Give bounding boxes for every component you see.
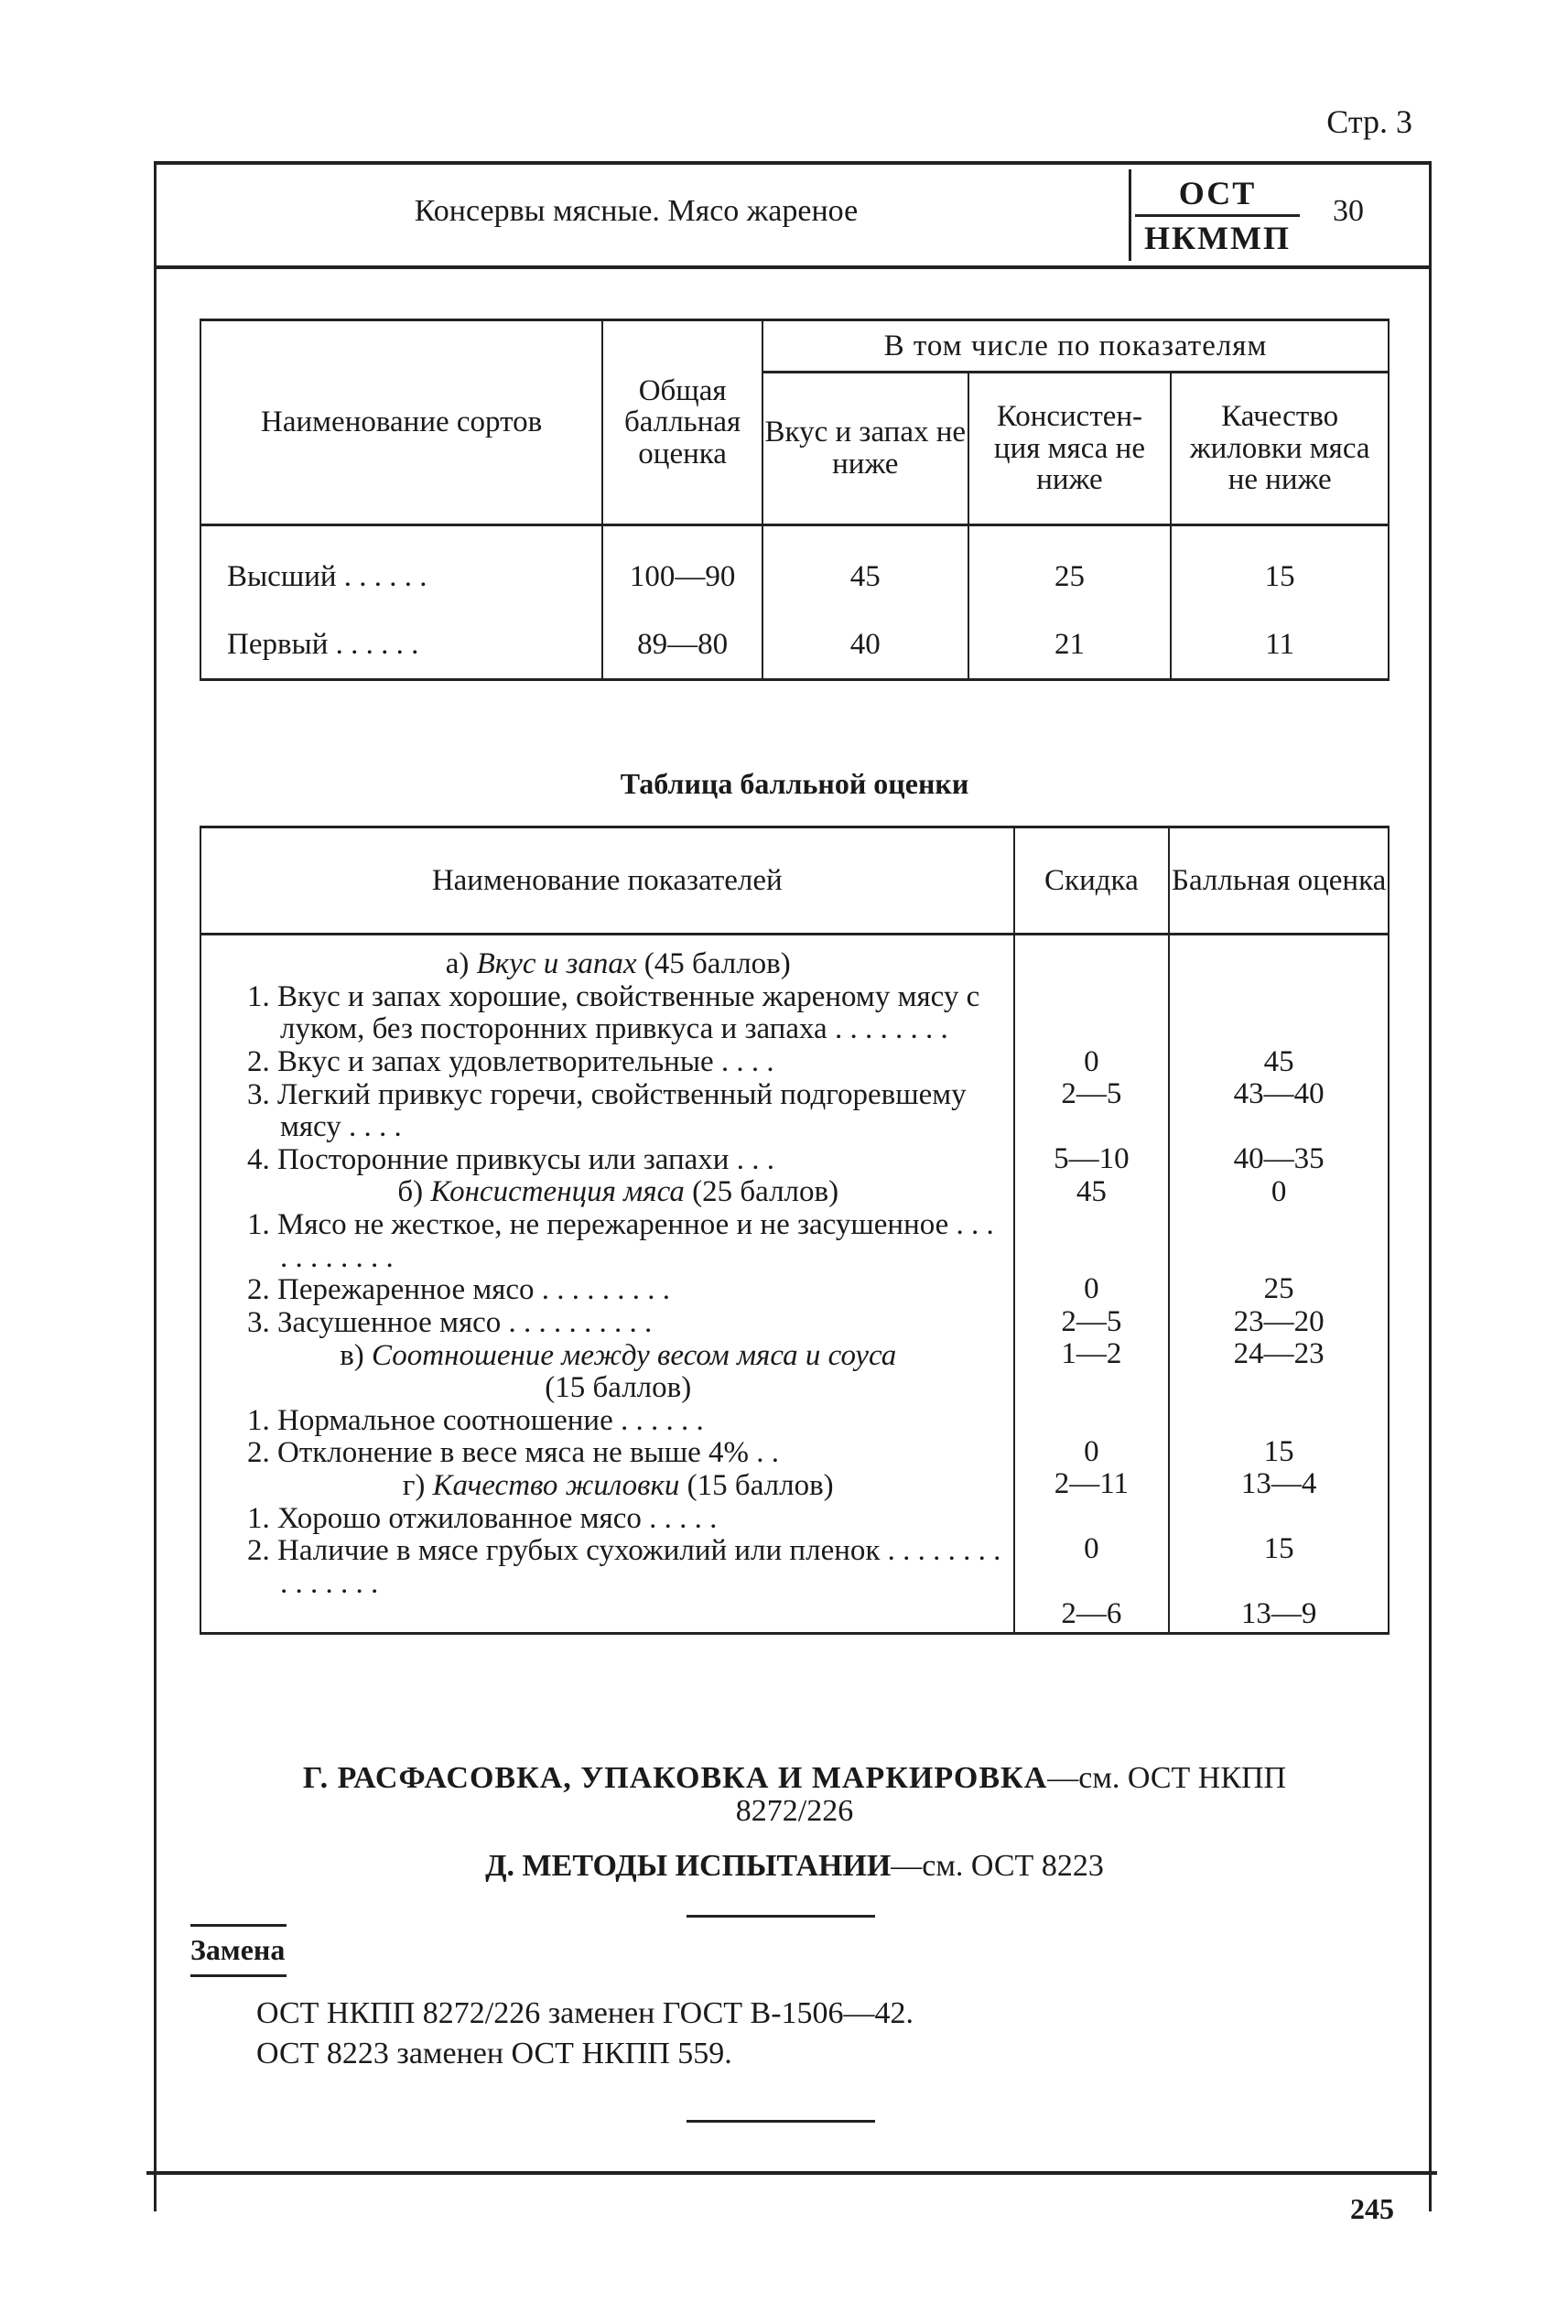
indicator-item: 4. Посторонние привкусы или запахи . . . [247,1142,774,1176]
header-divider [1129,169,1131,261]
score-column [1169,935,1389,1634]
scoring-table [200,826,1390,1635]
col-group-indicators: В том числе по показателям [762,320,1389,373]
trimming-score: 11 [1171,611,1389,680]
table2-title: Таблица балльной оценки [620,767,969,800]
table-row [200,543,1389,611]
indicator-item: 1. Вкус и запах хорошие, свойственные жареному мясу с луком, без посторонних привкуса и запаха . . . . . . . . [247,979,980,1046]
consistency-score: 21 [968,611,1172,680]
indicator-item: 3. Засушенное мясо . . . . . . . . . . [247,1305,653,1339]
ost-label: ОСТ [1135,174,1300,217]
standard-designation [1135,174,1300,257]
indicator-item: 1. Мясо не жесткое, не пережаренное и не засушенное . . . . . . . . . . . [247,1208,994,1274]
page-frame-left [154,161,157,2211]
score-value: 23—20 [1233,1304,1325,1338]
separator-rule [687,2120,875,2123]
indicator-item: 3. Легкий привкус горечи, свойственный подгоревшему мясу . . . . [247,1077,967,1144]
col-indicator: Наименование показателей [200,827,1014,935]
grade-name: Первый . . . . . . [200,611,602,680]
separator-rule [687,1915,875,1918]
replacement-label: Замена [190,1933,286,1966]
section-heading-b: б) Консистенция мяса (25 баллов) [397,1175,839,1209]
indicator-list [200,935,1014,1634]
table-row [200,611,1389,680]
page-frame-right [1429,161,1432,2211]
indicator-item: 2. Пережаренное мясо . . . . . . . . . [247,1273,671,1307]
discount-value: 0 [1084,1044,1099,1078]
indicator-item: 2. Вкус и запах удовлетворительные . . . . [247,1044,774,1078]
replacement-line: ОСТ 8223 заменен ОСТ НКПП 559. [256,2037,732,2071]
header-bottom-rule [154,265,1431,269]
discount-value: 0 [1084,1272,1099,1305]
replacement-line: ОСТ НКПП 8272/226 заменен ГОСТ В-1506—42. [256,1996,914,2030]
score-value: 43—40 [1233,1077,1325,1110]
discount-value: 2—5 [1061,1304,1122,1338]
discount-value: 45 [1076,1174,1107,1208]
consistency-score: 25 [968,543,1172,611]
taste-score: 45 [762,543,968,611]
score-value: 24—23 [1233,1337,1325,1370]
score-value: 25 [1263,1272,1294,1305]
discount-value: 1—2 [1061,1337,1122,1370]
replacement-rule-bottom [190,1974,287,1977]
header-top-rule [154,161,1431,165]
indicator-item: 1. Нормальное соотношение . . . . . . [247,1403,704,1437]
score-value: 0 [1271,1174,1287,1208]
footer-rule [146,2171,1437,2175]
discount-value: 2—6 [1061,1597,1122,1630]
standard-number: 30 [1333,194,1364,228]
section-heading-v: в) Соотношение между весом мяса и соуса (15 баллов) [340,1338,897,1405]
col-trimming: Качество жиловки мяса не ниже [1171,373,1389,525]
discount-value: 0 [1084,1532,1099,1565]
total-score: 100—90 [602,543,762,611]
discount-value: 2—11 [1054,1467,1130,1500]
score-value: 13—4 [1240,1467,1317,1500]
grade-name: Высший . . . . . . [200,543,602,611]
col-consistency: Консистен- ция мяса не ниже [968,373,1172,525]
page-number-top: Стр. 3 [1326,103,1412,140]
document-title: Консервы мясные. Мясо жареное [414,194,859,228]
indicator-item: 2. Наличие в мясе грубых сухожилий или пленок . . . . . . . . . . . . . . . [247,1534,1001,1600]
score-value: 15 [1263,1532,1294,1565]
indicator-item: 1. Хорошо отжилованное мясо . . . . . [247,1501,718,1535]
discount-column [1014,935,1170,1634]
discount-value: 0 [1084,1434,1099,1468]
score-value: 40—35 [1233,1142,1325,1175]
discount-value: 5—10 [1054,1142,1130,1175]
score-value: 15 [1263,1434,1294,1468]
col-total-score: Общая балльная оценка [602,320,762,525]
col-score: Балльная оценка [1169,827,1389,935]
ministry-label: НКММП [1143,220,1292,256]
section-d-heading: Д. МЕТОДЫ ИСПЫТАНИИ—см. ОСТ 8223 [485,1849,1104,1883]
discount-value: 2—5 [1061,1077,1122,1110]
grades-table [200,319,1390,681]
page-number-bottom: 245 [1350,2192,1394,2225]
col-grade-name: Наименование сортов [200,320,602,525]
replacement-notes [256,1994,914,2074]
col-taste: Вкус и запах не ниже [762,373,968,525]
score-value: 45 [1263,1044,1294,1078]
section-heading-g: г) Качество жиловки (15 баллов) [402,1469,834,1502]
col-discount: Скидка [1014,827,1170,935]
indicator-item: 2. Отклонение в весе мяса не выше 4% . . [247,1436,780,1470]
replacement-rule-top [190,1924,287,1927]
taste-score: 40 [762,611,968,680]
section-g-heading: Г. РАСФАСОВКА, УПАКОВКА И МАРКИРОВКА—см. ОСТ НКПП 8272/226 [302,1761,1287,1828]
section-heading-a: а) Вкус и запах (45 баллов) [445,947,791,980]
total-score: 89—80 [602,611,762,680]
score-value: 13—9 [1240,1597,1317,1630]
trimming-score: 15 [1171,543,1389,611]
